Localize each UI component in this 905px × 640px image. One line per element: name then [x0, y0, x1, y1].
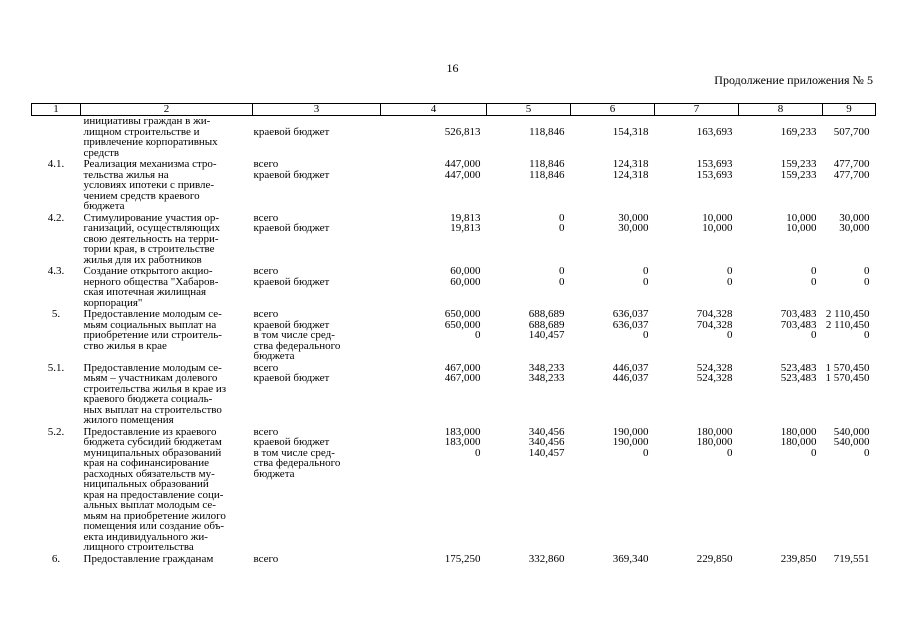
value: 183,000 [444, 436, 481, 448]
value: 477,700 [833, 158, 870, 170]
value-cell [739, 554, 823, 566]
spacer-line [740, 458, 817, 469]
value: 688,689 [528, 318, 565, 331]
table-row [32, 363, 876, 427]
funding-source-line: всего [253, 361, 279, 374]
item-name-line: расходных обязательств му- [83, 467, 215, 480]
spacer-line [824, 458, 870, 469]
value: 175,250 [444, 552, 481, 565]
value-cell [823, 116, 876, 160]
budget-table [31, 103, 876, 565]
column-header: 8 [739, 104, 823, 116]
spacer-line [824, 469, 870, 480]
item-number-cell [32, 116, 81, 160]
value: 0 [559, 265, 565, 277]
spacer-line [824, 116, 870, 127]
spacer-line [488, 351, 565, 362]
item-name-line: альных выплат молодым се- [83, 499, 216, 511]
value: 0 [559, 275, 565, 288]
value-cell [487, 213, 571, 267]
item-name-line: ниципальных образований [83, 478, 209, 490]
item-name-line: краевого бюджета социаль- [83, 393, 213, 405]
value: 124,318 [612, 158, 649, 170]
value: 523,483 [780, 361, 817, 374]
value: 0 [727, 329, 733, 341]
funding-source-line: краевой бюджет [253, 436, 330, 448]
value: 2 110,450 [825, 318, 870, 331]
value-cell [655, 266, 739, 309]
value: 180,000 [696, 425, 733, 438]
value: 0 [559, 222, 565, 234]
table-row [32, 554, 876, 566]
value: 153,693 [696, 168, 733, 181]
funding-source-cell [253, 427, 381, 554]
value-cell [739, 266, 823, 309]
value: 140,457 [528, 446, 565, 459]
funding-source-line: всего [253, 425, 279, 438]
item-name-line: тельства жилья на [83, 168, 169, 181]
value-cell [487, 309, 571, 363]
value: 1 570,450 [825, 361, 870, 374]
value: 10,000 [702, 211, 733, 224]
item-name-line: лищного строительства [83, 541, 194, 553]
value-cell [739, 159, 823, 213]
funding-source-line: всего [253, 308, 279, 320]
value: 153,693 [696, 158, 733, 170]
funding-source-line: краевой бюджет [253, 275, 330, 288]
value: 704,328 [696, 308, 733, 320]
spacer-line [656, 341, 733, 352]
value: 369,340 [612, 552, 649, 565]
item-name-cell [81, 116, 253, 160]
value: 703,483 [780, 318, 817, 331]
item-name-line: инициативы граждан в жи- [83, 115, 211, 127]
value-cell [823, 554, 876, 566]
value: 10,000 [702, 222, 733, 234]
item-name-line: Предоставление молодым се- [83, 361, 222, 374]
value-cell [823, 363, 876, 427]
item-name-line: ство жилья в крае [83, 339, 167, 352]
value-cell [381, 266, 487, 309]
value: 636,037 [612, 318, 649, 331]
value: 446,037 [612, 372, 649, 384]
value: 340,456 [528, 436, 565, 448]
value-cell [381, 363, 487, 427]
item-name-cell [81, 159, 253, 213]
value: 180,000 [780, 436, 817, 448]
value: 0 [475, 446, 481, 459]
spacer-line [488, 458, 565, 469]
funding-source-line: всего [253, 158, 279, 170]
value: 467,000 [444, 361, 481, 374]
value: 0 [811, 275, 817, 288]
item-name-line: лищном строительстве и [83, 125, 200, 138]
value-cell [739, 363, 823, 427]
item-name-line: Создание открытого акцио- [83, 265, 213, 277]
spacer-line [656, 116, 733, 127]
item-number-cell: 4.1. [47, 158, 65, 170]
funding-source-line: краевой бюджет [253, 318, 330, 331]
value: 0 [811, 265, 817, 277]
item-number-cell: 5.1. [47, 361, 65, 374]
item-name-cell [81, 266, 253, 309]
funding-source-line: в том числе сред- [253, 446, 335, 459]
value: 703,483 [780, 308, 817, 320]
value: 688,689 [528, 308, 565, 320]
value-cell [571, 159, 655, 213]
funding-source-cell [253, 213, 381, 267]
value: 719,551 [833, 552, 870, 565]
spacer-line [740, 116, 817, 127]
spacer-line [824, 351, 870, 362]
item-number-cell: 4.2. [47, 211, 65, 224]
value-cell [571, 309, 655, 363]
value: 140,457 [528, 329, 565, 341]
value: 636,037 [612, 308, 649, 320]
value: 524,328 [696, 361, 733, 374]
item-name-cell [81, 554, 253, 566]
item-name-line: условиях ипотеки с привле- [83, 179, 215, 191]
value-cell [823, 213, 876, 267]
value: 526,813 [444, 125, 481, 138]
value: 180,000 [780, 425, 817, 438]
value: 0 [864, 275, 870, 288]
item-name-line: нерного общества "Хабаров- [83, 275, 219, 288]
item-name-line: Предоставление гражданам [83, 552, 214, 565]
value: 229,850 [696, 552, 733, 565]
table-row [32, 116, 876, 160]
item-name-line: мьям социальных выплат на [83, 318, 217, 331]
value-cell [487, 116, 571, 160]
value-cell [487, 363, 571, 427]
item-name-cell [81, 363, 253, 427]
value-cell [655, 159, 739, 213]
value: 183,000 [444, 425, 481, 438]
spacer-line [488, 341, 565, 352]
value: 10,000 [786, 211, 817, 224]
value-cell [655, 427, 739, 554]
item-name-line: Предоставление молодым се- [83, 308, 222, 320]
funding-source-cell [253, 363, 381, 427]
value: 0 [643, 329, 649, 341]
value-cell [571, 266, 655, 309]
value: 60,000 [450, 265, 481, 277]
value-cell [381, 116, 487, 160]
page-number: 16 [446, 61, 459, 75]
spacer-line [572, 351, 649, 362]
value: 0 [811, 446, 817, 459]
value: 154,318 [612, 125, 649, 138]
item-name-line: екта индивидуального жи- [83, 530, 208, 543]
spacer-line [656, 351, 733, 362]
value: 0 [643, 275, 649, 288]
value-cell [655, 213, 739, 267]
item-name-cell [81, 213, 253, 267]
funding-source-cell [253, 159, 381, 213]
funding-source-line: в том числе сред- [253, 329, 335, 341]
column-header: 4 [381, 104, 487, 116]
funding-source-line: бюджета [253, 467, 295, 480]
value: 30,000 [839, 211, 870, 224]
value: 118,846 [529, 168, 565, 181]
spacer-line [656, 458, 733, 469]
value: 1 570,450 [825, 372, 870, 384]
item-number-cell: 5.2. [47, 425, 65, 438]
value-cell [823, 266, 876, 309]
table-body [32, 116, 876, 566]
column-header: 7 [655, 104, 739, 116]
value: 169,233 [780, 125, 817, 138]
funding-source-cell [253, 309, 381, 363]
funding-source-line: всего [253, 265, 279, 277]
value: 10,000 [786, 222, 817, 234]
value: 524,328 [696, 372, 733, 384]
item-name-line: приобретение или строитель- [83, 329, 222, 341]
value: 30,000 [839, 222, 870, 234]
value: 0 [811, 329, 817, 341]
value-cell [381, 554, 487, 566]
item-name-line: мьям на приобретение жилого [83, 509, 226, 522]
item-name-line: муниципальных образований [83, 446, 222, 459]
value-cell [571, 213, 655, 267]
spacer-line [572, 458, 649, 469]
value: 477,700 [833, 168, 870, 181]
item-name-line: помещения или создание объ- [83, 520, 225, 532]
value: 540,000 [833, 436, 870, 448]
table-row [32, 159, 876, 213]
column-header: 1 [32, 104, 81, 116]
value-cell [381, 309, 487, 363]
value: 0 [864, 329, 870, 341]
funding-source-line: бюджета [253, 350, 295, 362]
item-name-line: ская ипотечная жилищная [83, 286, 207, 298]
value-cell [571, 427, 655, 554]
funding-source-line: ства федерального [253, 457, 341, 469]
column-header: 2 [81, 104, 253, 116]
value: 19,813 [450, 211, 481, 224]
item-number-cell: 5. [51, 308, 61, 320]
item-name-line: привлечение корпоративных [83, 136, 218, 148]
value: 60,000 [450, 275, 481, 288]
funding-source-line: ства федерального [253, 339, 341, 352]
value: 0 [643, 265, 649, 277]
value-cell [487, 266, 571, 309]
spacer-line [488, 116, 565, 127]
value: 348,233 [528, 361, 565, 374]
value: 163,693 [696, 125, 733, 138]
value-cell [655, 116, 739, 160]
spacer-line [656, 469, 733, 480]
spacer-line [572, 341, 649, 352]
column-header: 6 [571, 104, 655, 116]
item-name-line: средств [83, 146, 120, 159]
item-number-cell: 6. [51, 552, 61, 565]
spacer-line [254, 116, 380, 127]
item-name-line: жилья для их работников [83, 253, 202, 266]
item-name-line: свою деятельность на терри- [83, 232, 219, 245]
value: 447,000 [444, 168, 481, 181]
item-number-cell: 4.3. [47, 265, 65, 277]
funding-source-line: краевой бюджет [253, 125, 330, 138]
value: 540,000 [833, 425, 870, 438]
item-name-line: ных выплат на строительство [83, 403, 222, 416]
spacer-line [488, 469, 565, 480]
column-header: 5 [487, 104, 571, 116]
value: 118,846 [529, 125, 565, 138]
value: 2 110,450 [825, 308, 870, 320]
value-cell [655, 309, 739, 363]
item-name-line: бюджета субсидий бюджетам [83, 436, 222, 448]
value-cell [739, 116, 823, 160]
spacer-line [382, 458, 481, 469]
column-number-header-row [32, 104, 876, 116]
funding-source-cell [253, 116, 381, 160]
value-cell [823, 309, 876, 363]
spacer-line [382, 469, 481, 480]
funding-source-line: всего [253, 211, 279, 224]
value: 348,233 [528, 372, 565, 384]
value-cell [381, 427, 487, 554]
value: 190,000 [612, 425, 649, 438]
value: 0 [559, 211, 565, 224]
item-name-line: Реализация механизма стро- [83, 158, 217, 170]
value-cell [571, 363, 655, 427]
funding-source-line: краевой бюджет [253, 168, 330, 181]
spacer-line [740, 341, 817, 352]
item-name-line: бюджета [83, 200, 125, 212]
funding-source-cell [253, 266, 381, 309]
value: 446,037 [612, 361, 649, 374]
item-name-line: жилого помещения [83, 414, 174, 426]
value: 507,700 [833, 125, 870, 138]
spacer-line [740, 469, 817, 480]
item-name-line: Стимулирование участия ор- [83, 211, 220, 224]
item-name-line: корпорация" [83, 296, 143, 309]
value-cell [739, 427, 823, 554]
spacer-line [382, 341, 481, 352]
item-name-line: мьям – участникам долевого [83, 372, 218, 384]
value: 467,000 [444, 372, 481, 384]
value-cell [739, 213, 823, 267]
value-cell [487, 554, 571, 566]
value: 0 [727, 265, 733, 277]
column-header: 9 [823, 104, 876, 116]
value: 332,860 [528, 552, 565, 565]
value: 159,233 [780, 168, 817, 181]
value-cell [739, 309, 823, 363]
value: 0 [864, 446, 870, 459]
value: 0 [864, 265, 870, 277]
item-name-line: Предоставление из краевого [83, 425, 217, 438]
value: 239,850 [780, 552, 817, 565]
item-name-line: края на софинансирование [83, 457, 209, 469]
value: 0 [643, 446, 649, 459]
table-row [32, 309, 876, 363]
funding-source-line: краевой бюджет [253, 372, 330, 384]
value: 0 [475, 329, 481, 341]
spacer-line [382, 116, 481, 127]
value: 159,233 [780, 158, 817, 170]
appendix-continuation-label: Продолжение приложения № 5 [714, 73, 873, 87]
value-cell [655, 363, 739, 427]
value: 0 [727, 446, 733, 459]
spacer-line [572, 469, 649, 480]
item-name-line: тории края, в строительстве [83, 243, 215, 255]
funding-source-cell [253, 554, 381, 566]
spacer-line [740, 351, 817, 362]
table-row [32, 427, 876, 554]
spacer-line [382, 351, 481, 362]
value: 30,000 [618, 211, 649, 224]
value-cell [823, 427, 876, 554]
value: 190,000 [612, 436, 649, 448]
value-cell [487, 427, 571, 554]
item-name-cell [81, 309, 253, 363]
item-name-cell [81, 427, 253, 554]
item-name-line: строительства жилья в крае из [83, 382, 227, 395]
table-row [32, 213, 876, 267]
spacer-line [824, 341, 870, 352]
value-cell [571, 116, 655, 160]
value: 30,000 [618, 222, 649, 234]
funding-source-line: краевой бюджет [253, 222, 330, 234]
value: 704,328 [696, 318, 733, 331]
value: 0 [727, 275, 733, 288]
value: 118,846 [529, 158, 565, 170]
value-cell [571, 554, 655, 566]
item-name-line: края на предоставление соци- [83, 488, 224, 501]
value-cell [381, 213, 487, 267]
column-header: 3 [253, 104, 381, 116]
item-name-line: ганизаций, осуществляющих [83, 222, 221, 234]
value-cell [655, 554, 739, 566]
value: 180,000 [696, 436, 733, 448]
value: 340,456 [528, 425, 565, 438]
spacer-line [572, 116, 649, 127]
table-row [32, 266, 876, 309]
value: 19,813 [450, 222, 481, 234]
value: 523,483 [780, 372, 817, 384]
value: 650,000 [444, 308, 481, 320]
value: 650,000 [444, 318, 481, 331]
funding-source-line: всего [253, 552, 279, 565]
value: 124,318 [612, 168, 649, 181]
item-name-line: чением средств краевого [83, 189, 200, 202]
value: 447,000 [444, 158, 481, 170]
value-cell [823, 159, 876, 213]
value-cell [381, 159, 487, 213]
value-cell [487, 159, 571, 213]
